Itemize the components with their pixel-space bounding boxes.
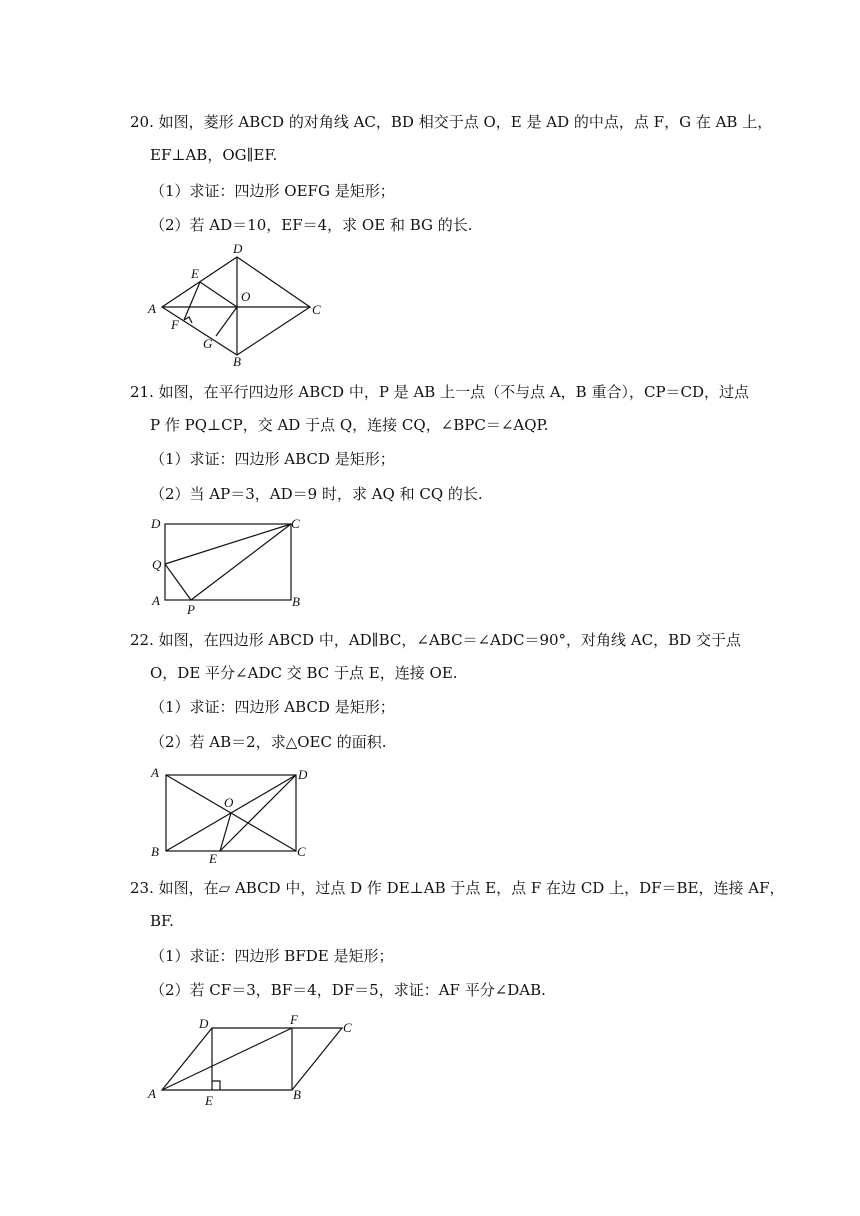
label-c: C xyxy=(343,1020,352,1035)
label-p: P xyxy=(187,602,195,616)
label-d: D xyxy=(298,767,308,782)
label-e: E xyxy=(205,1093,213,1108)
problem-21-number: 21. xyxy=(130,383,154,401)
label-o: O xyxy=(241,289,251,304)
label-e: E xyxy=(191,266,199,281)
label-b: B xyxy=(293,1087,301,1102)
problem-22-part-1: （1）求证：四边形 ABCD 是矩形； xyxy=(150,698,395,716)
problem-20-line-2: EF⊥AB，OG∥EF. xyxy=(150,146,278,164)
label-e: E xyxy=(209,851,217,866)
label-f: F xyxy=(290,1012,298,1027)
segment-eo xyxy=(200,282,237,307)
problem-23-text-1: 如图，在▱ ABCD 中，过点 D 作 DE⊥AB 于点 E，点 F 在边 CD 上，DF＝BE，连接 AF， xyxy=(158,879,785,897)
segment-pc xyxy=(191,524,291,600)
label-f: F xyxy=(171,317,179,332)
label-q: Q xyxy=(152,557,162,572)
problem-21-text-1: 如图，在平行四边形 ABCD 中，P 是 AB 上一点（不与点 A，B 重合），CP＝CD，过点 xyxy=(158,383,750,401)
label-a: A xyxy=(152,593,160,608)
problem-22-number: 22. xyxy=(130,631,154,649)
problem-22-part-2: （2）若 AB＝2，求△OEC 的面积. xyxy=(150,733,387,751)
problem-21-figure xyxy=(145,512,315,616)
label-b: B xyxy=(292,594,300,609)
label-g: G xyxy=(203,336,213,351)
problem-21-line-2: P 作 PQ⊥CP，交 AD 于点 Q，连接 CQ，∠BPC＝∠AQP. xyxy=(150,416,549,434)
problem-20-number: 20. xyxy=(130,113,154,131)
label-c: C xyxy=(312,302,321,317)
problem-23-line-2: BF. xyxy=(150,912,174,930)
label-o: O xyxy=(224,795,234,810)
problem-22-figure xyxy=(145,760,325,866)
segment-qc xyxy=(165,524,291,564)
problem-20-figure xyxy=(140,240,340,370)
label-a: A xyxy=(151,765,159,780)
problem-23-part-1: （1）求证：四边形 BFDE 是矩形； xyxy=(150,947,394,965)
problem-21-part-1: （1）求证：四边形 ABCD 是矩形； xyxy=(150,450,395,468)
label-d: D xyxy=(151,516,161,531)
label-d: D xyxy=(233,241,243,256)
problem-20-text-1: 如图，菱形 ABCD 的对角线 AC，BD 相交于点 O，E 是 AD 的中点，点 F，G 在 AB 上， xyxy=(158,113,773,131)
label-d: D xyxy=(199,1016,209,1031)
problem-22-text-1: 如图，在四边形 ABCD 中，AD∥BC，∠ABC＝∠ADC＝90°，对角线 AC，BD 交于点 xyxy=(158,631,741,649)
label-c: C xyxy=(291,516,300,531)
problem-20-line-1 xyxy=(130,112,772,132)
problem-22-line-1 xyxy=(130,630,741,650)
problem-20-part-2: （2）若 AD＝10，EF＝4，求 OE 和 BG 的长. xyxy=(150,216,473,234)
segment-af xyxy=(162,1028,292,1090)
problem-20-part-1: （1）求证：四边形 OEFG 是矩形； xyxy=(150,182,395,200)
problem-23-part-2: （2）若 CF＝3，BF＝4，DF＝5，求证：AF 平分∠DAB. xyxy=(150,981,546,999)
label-c: C xyxy=(297,844,306,859)
problem-21-part-2: （2）当 AP＝3，AD＝9 时，求 AQ 和 CQ 的长. xyxy=(150,485,483,503)
problem-23-line-1 xyxy=(130,878,785,898)
segment-og xyxy=(216,307,237,336)
problem-22-line-2: O，DE 平分∠ADC 交 BC 于点 E，连接 OE. xyxy=(150,664,458,682)
problem-23-number: 23. xyxy=(130,879,154,897)
parallelogram-abcd xyxy=(162,1028,342,1090)
label-b: B xyxy=(151,844,159,859)
label-a: A xyxy=(148,301,156,316)
label-a: A xyxy=(148,1086,156,1101)
segment-qp xyxy=(165,564,191,600)
problem-21-line-1 xyxy=(130,382,749,402)
rectangle-abcd xyxy=(165,524,291,600)
right-angle-mark-e xyxy=(212,1081,220,1090)
problem-23-figure xyxy=(140,1008,370,1112)
label-b: B xyxy=(233,354,241,369)
